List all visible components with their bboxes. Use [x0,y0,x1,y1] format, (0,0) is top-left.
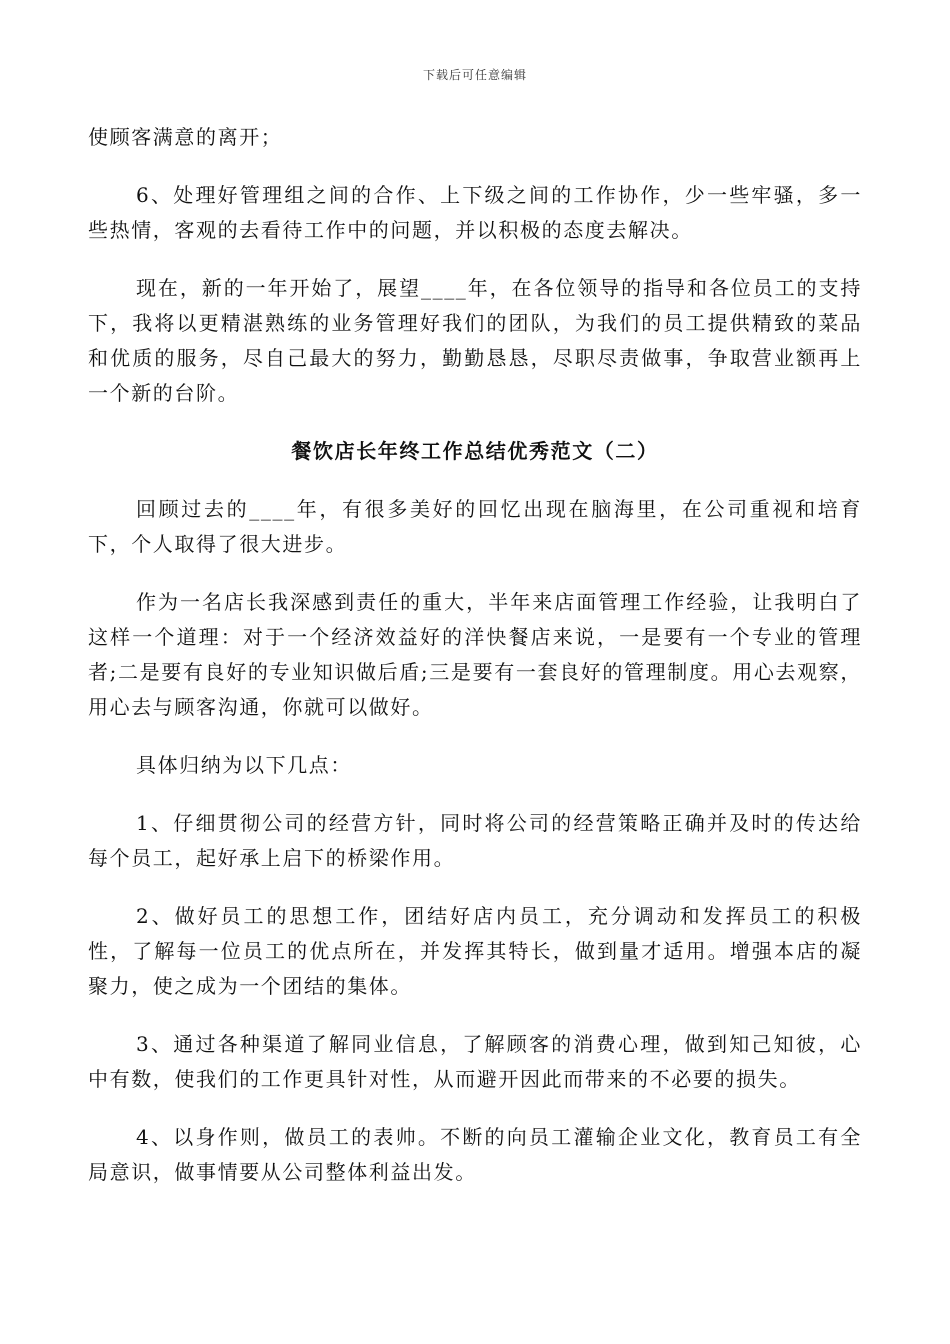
paragraph-point-1: 1、仔细贯彻公司的经营方针，同时将公司的经营策略正确并及时的传达给每个员工，起好承上启下的桥梁作用。 [88,811,862,870]
paragraph-point-2: 2、做好员工的思想工作，团结好店内员工，充分调动和发挥员工的积极性，了解每一位员工的优点所在，并发挥其特长，做到量才适用。增强本店的凝聚力，使之成为一个团结的集体。 [88,904,862,998]
paragraph-review: 回顾过去的____年，有很多美好的回忆出现在脑海里，在公司重视和培育下，个人取得了很大进步。 [88,497,862,556]
paragraph-outlook: 现在，新的一年开始了，展望____年，在各位领导的指导和各位员工的支持下，我将以更精湛熟练的业务管理好我们的团队，为我们的员工提供精致的菜品和优质的服务，尽自己最大的努力，勤勤恳恳，尽职尽责做事，争取营业额再上一个新的台阶。 [88,276,862,405]
paragraph-continuation: 使顾客满意的离开； [88,125,283,149]
page-header: 下载后可任意编辑 [422,68,527,82]
paragraph-summary-intro: 具体归纳为以下几点： [136,753,352,777]
paragraph-responsibility: 作为一名店长我深感到责任的重大，半年来店面管理工作经验，让我明白了这样一个道理：对于一个经济效益好的洋快餐店来说，一是要有一个专业的管理者;二是要有良好的专业知识做后盾;三是要有一套良好的管理制度。用心去观察，用心去与顾客沟通，你就可以做好。 [88,590,862,719]
document-body [88,120,862,1190]
paragraph-point-4: 4、以身作则，做员工的表帅。不断的向员工灌输企业文化，教育员工有全局意识，做事情要从公司整体利益出发。 [88,1125,862,1184]
paragraph-item-6: 6、处理好管理组之间的合作、上下级之间的工作协作，少一些牢骚，多一些热情，客观的去看待工作中的问题，并以积极的态度去解决。 [88,183,862,242]
paragraph-point-3: 3、通过各种渠道了解同业信息，了解顾客的消费心理，做到知己知彼，心中有数，使我们的工作更具针对性，从而避开因此而带来的不必要的损失。 [88,1032,862,1091]
section-title: 餐饮店长年终工作总结优秀范文（二） [291,439,659,463]
